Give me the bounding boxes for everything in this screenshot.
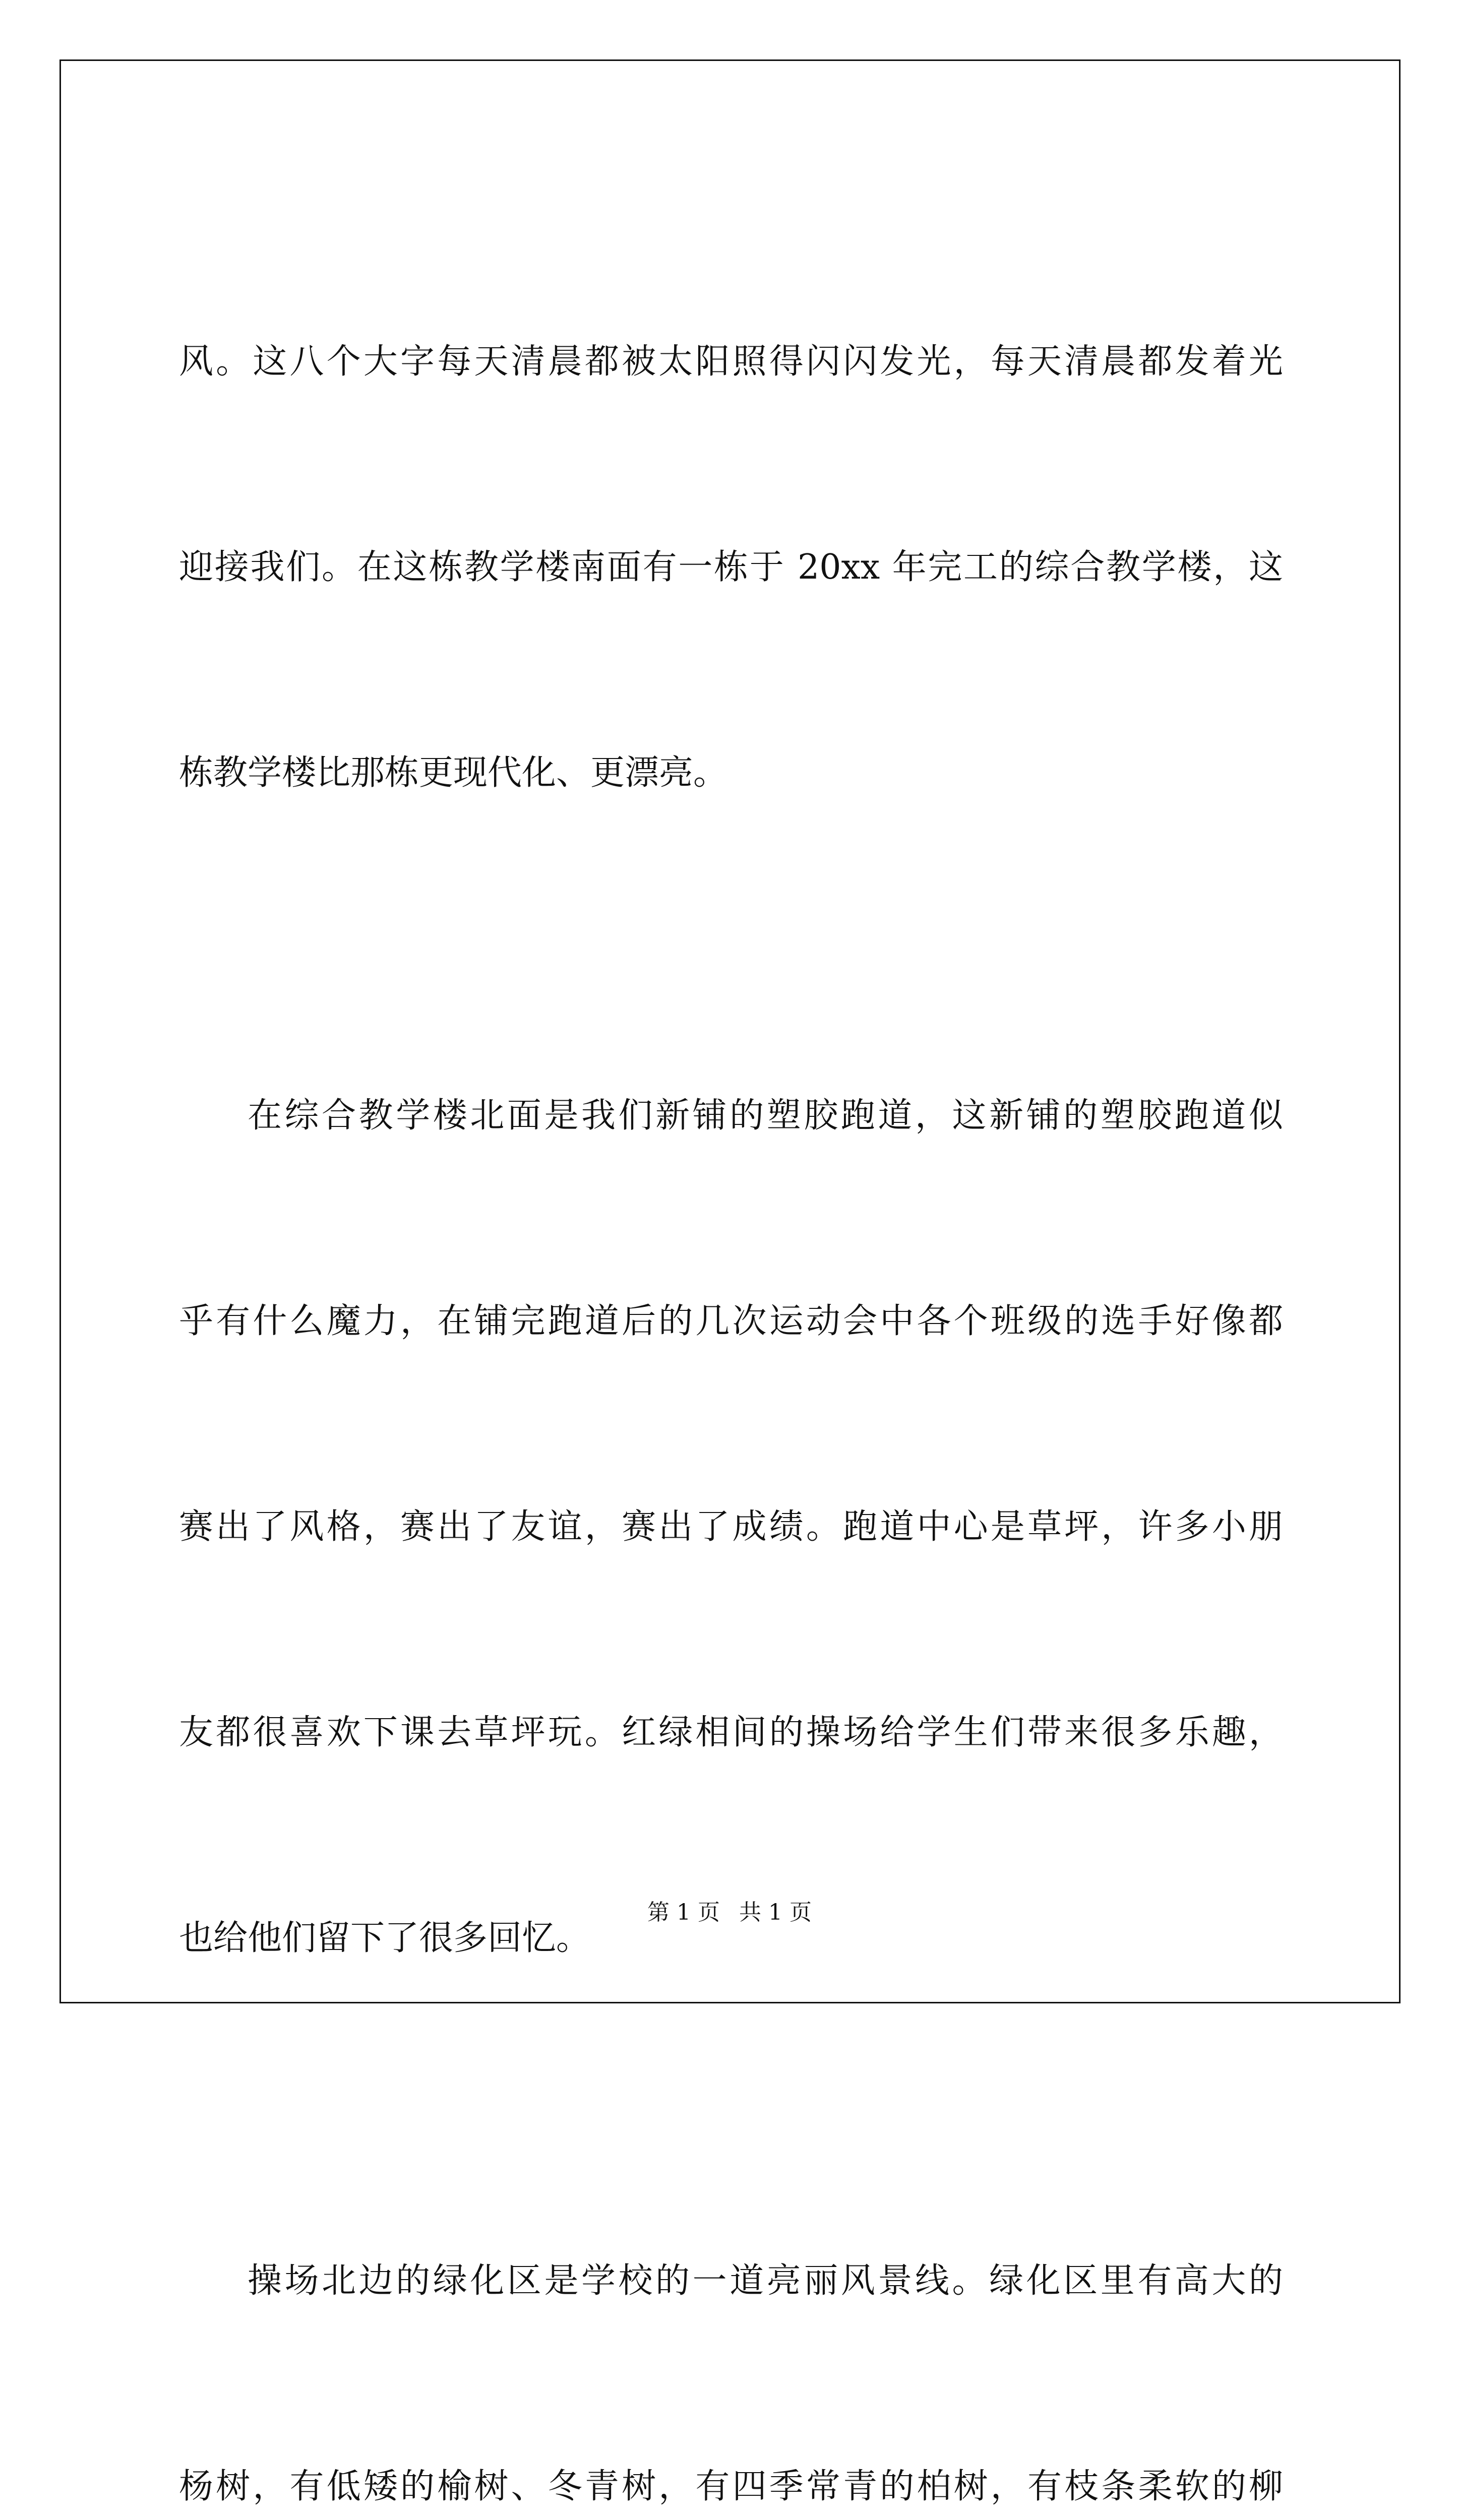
paragraph-2 xyxy=(179,944,1283,2110)
text-line: 操场北边的绿化区是学校的一道亮丽风景线。绿化区里有高大的 xyxy=(248,2261,1283,2301)
page-footer xyxy=(0,1894,1459,1926)
text-line: 风。这八个大字每天清晨都被太阳照得闪闪发光，每天清晨都发着光 xyxy=(179,342,1283,382)
page-total: 共 1 页 xyxy=(739,1900,812,1925)
text-line: 栋教学楼比那栋更现代化、更漂亮。 xyxy=(179,753,728,793)
paragraph-1 xyxy=(179,191,1283,944)
text-line: 赛出了风格，赛出了友谊，赛出了成绩。跑道中心是草坪，许多小朋 xyxy=(179,1507,1283,1547)
text-line: 乎有什么魔力，在铺完跑道后的几次运动会中各个班级的选手好像都 xyxy=(179,1301,1283,1341)
text-line: 也给他们留下了很多回忆。 xyxy=(179,1918,591,1958)
text-line: 友都很喜欢下课去草坪玩。红绿相间的操场给学生们带来很多乐趣， xyxy=(179,1713,1283,1752)
page-number: 第 1 页 xyxy=(647,1900,720,1925)
text-line: 迎接我们。在这栋教学楼南面有一栋于 20xx 年完工的综合教学楼，这 xyxy=(179,547,1283,587)
text-line: 杨树，有低矮的榆树、冬青树，有四季常青的柏树，有枝条柔软的柳 xyxy=(179,2467,1283,2506)
text-line: 在综合教学楼北面是我们新铺的塑胶跑道，这新铺的塑胶跑道似 xyxy=(248,1096,1283,1136)
document-body xyxy=(179,191,1283,2520)
paragraph-3 xyxy=(179,2110,1283,2520)
